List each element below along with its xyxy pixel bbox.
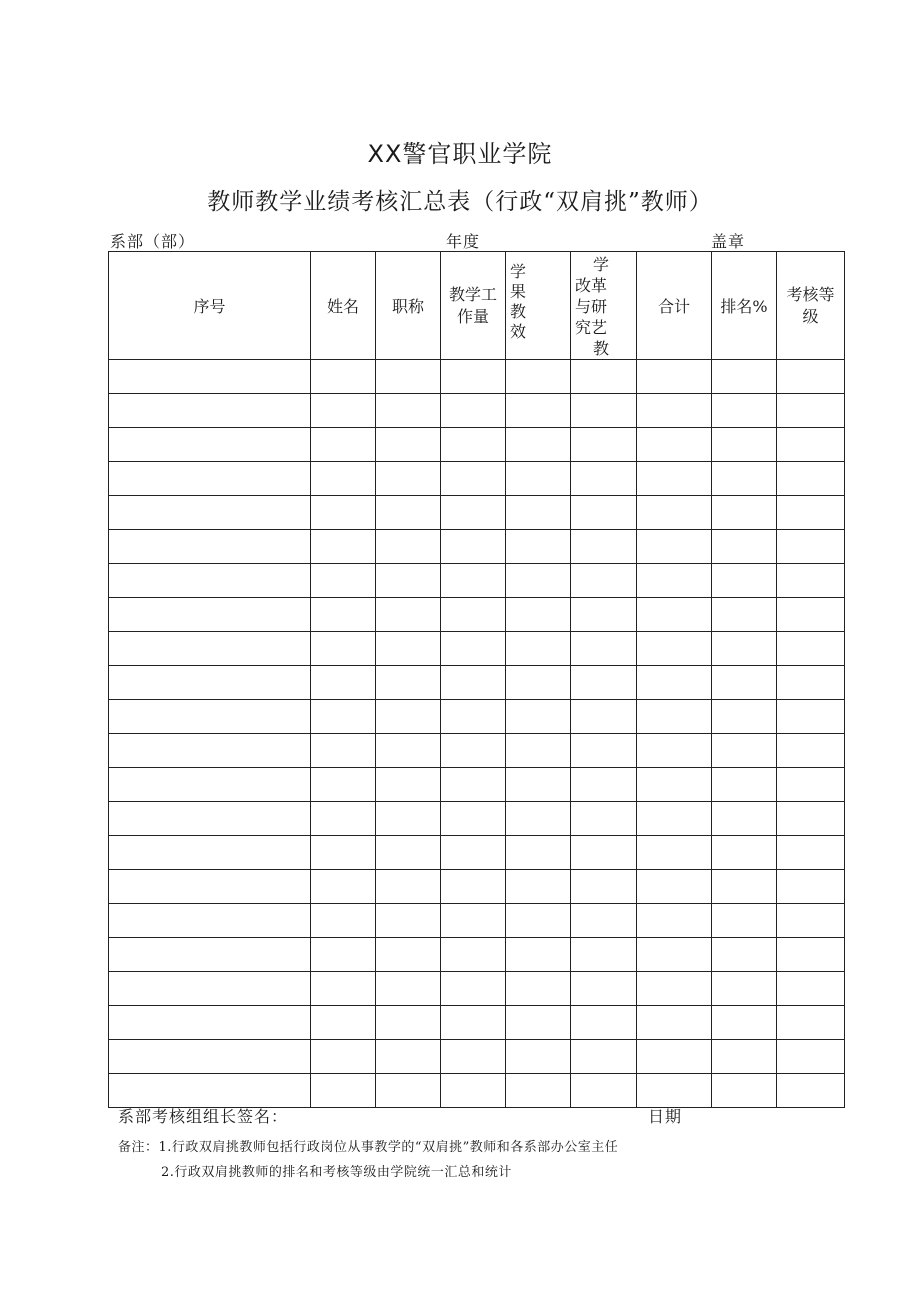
table-cell[interactable]: [311, 360, 376, 394]
table-cell[interactable]: [441, 768, 506, 802]
table-cell[interactable]: [109, 870, 311, 904]
table-cell[interactable]: [777, 666, 845, 700]
table-row: [109, 768, 845, 802]
table-row: [109, 462, 845, 496]
table-cell[interactable]: [712, 632, 777, 666]
table-cell[interactable]: [571, 904, 637, 938]
table-row: [109, 564, 845, 598]
table-cell[interactable]: [311, 1040, 376, 1074]
col-grade: [777, 252, 845, 360]
table-cell[interactable]: [637, 360, 712, 394]
table-cell[interactable]: [571, 836, 637, 870]
table-cell[interactable]: [506, 700, 571, 734]
form-title: 教师教学业绩考核汇总表（行政“双肩挑”教师）: [207, 189, 713, 215]
table-cell[interactable]: [777, 938, 845, 972]
table-cell[interactable]: [376, 938, 441, 972]
table-cell[interactable]: [571, 972, 637, 1006]
table-cell[interactable]: [109, 530, 311, 564]
table-cell[interactable]: [506, 530, 571, 564]
table-cell[interactable]: [637, 904, 712, 938]
header-row: [109, 252, 845, 360]
table-cell[interactable]: [441, 734, 506, 768]
table-cell[interactable]: [571, 394, 637, 428]
table-cell[interactable]: [777, 394, 845, 428]
table-cell[interactable]: [777, 734, 845, 768]
table-cell[interactable]: [376, 734, 441, 768]
table-cell[interactable]: [376, 1006, 441, 1040]
table-cell[interactable]: [376, 360, 441, 394]
table-cell[interactable]: [376, 1074, 441, 1108]
table-cell[interactable]: [571, 598, 637, 632]
table-row: [109, 1006, 845, 1040]
col-rank: 排名%: [712, 252, 777, 360]
table-cell[interactable]: [506, 870, 571, 904]
table-cell[interactable]: [571, 564, 637, 598]
table-cell[interactable]: [712, 734, 777, 768]
table-cell[interactable]: [109, 938, 311, 972]
table-cell[interactable]: [506, 496, 571, 530]
table-cell[interactable]: [109, 1074, 311, 1108]
table-body: [109, 360, 845, 1108]
table-cell[interactable]: [712, 462, 777, 496]
table-cell[interactable]: [311, 496, 376, 530]
table-cell[interactable]: [777, 904, 845, 938]
table-cell[interactable]: [506, 1006, 571, 1040]
table-row: [109, 1074, 845, 1108]
table-cell[interactable]: [376, 632, 441, 666]
table-cell[interactable]: [441, 394, 506, 428]
table-cell[interactable]: [571, 734, 637, 768]
table-cell[interactable]: [109, 836, 311, 870]
table-row: [109, 394, 845, 428]
table-cell[interactable]: [109, 632, 311, 666]
table-cell[interactable]: [376, 802, 441, 836]
table-cell[interactable]: [506, 836, 571, 870]
date-label: 日期: [648, 1107, 683, 1126]
table-cell[interactable]: [441, 666, 506, 700]
table-row: [109, 802, 845, 836]
summary-table: [108, 251, 845, 1108]
table-cell[interactable]: [571, 870, 637, 904]
table-cell[interactable]: [109, 598, 311, 632]
table-cell[interactable]: [109, 462, 311, 496]
note-2: 2.行政双肩挑教师的排名和考核等级由学院统一汇总和统计: [161, 1165, 512, 1180]
table-cell[interactable]: [571, 360, 637, 394]
department-label: 系部（部）: [110, 232, 196, 251]
table-cell[interactable]: [441, 360, 506, 394]
table-cell[interactable]: [637, 700, 712, 734]
table-cell[interactable]: [441, 802, 506, 836]
table-cell[interactable]: [506, 904, 571, 938]
signature-label: 系部考核组组长签名：: [118, 1107, 289, 1126]
table-cell[interactable]: [376, 870, 441, 904]
table-cell[interactable]: [712, 1074, 777, 1108]
table-cell[interactable]: [441, 836, 506, 870]
table-cell[interactable]: [637, 462, 712, 496]
table-cell[interactable]: [506, 598, 571, 632]
table-cell[interactable]: [506, 938, 571, 972]
col-effect-line2: 果: [510, 282, 527, 301]
table-cell[interactable]: [311, 802, 376, 836]
table-cell[interactable]: [376, 598, 441, 632]
table-row: [109, 666, 845, 700]
table-cell[interactable]: [571, 1074, 637, 1108]
table-cell[interactable]: [506, 394, 571, 428]
table-cell[interactable]: [637, 632, 712, 666]
year-label: 年度: [446, 232, 481, 251]
table-cell[interactable]: [311, 530, 376, 564]
table-cell[interactable]: [571, 428, 637, 462]
table-cell[interactable]: [712, 496, 777, 530]
table-cell[interactable]: [712, 598, 777, 632]
table-cell[interactable]: [712, 802, 777, 836]
table-cell[interactable]: [376, 700, 441, 734]
table-row: [109, 530, 845, 564]
table-cell[interactable]: [712, 360, 777, 394]
table-cell[interactable]: [637, 802, 712, 836]
table-cell[interactable]: [571, 802, 637, 836]
table-cell[interactable]: [571, 496, 637, 530]
table-cell[interactable]: [777, 564, 845, 598]
col-total: 合计: [637, 252, 712, 360]
table-cell[interactable]: [712, 904, 777, 938]
table-cell[interactable]: [777, 870, 845, 904]
table-cell[interactable]: [777, 530, 845, 564]
table-cell[interactable]: [109, 666, 311, 700]
table-cell[interactable]: [311, 1074, 376, 1108]
table-cell[interactable]: [777, 632, 845, 666]
table-cell[interactable]: [712, 564, 777, 598]
table-cell[interactable]: [506, 734, 571, 768]
table-cell[interactable]: [506, 360, 571, 394]
table-cell[interactable]: [637, 530, 712, 564]
table-row: [109, 836, 845, 870]
table-cell[interactable]: [777, 700, 845, 734]
table-cell[interactable]: [441, 1040, 506, 1074]
table-cell[interactable]: [311, 768, 376, 802]
table-row: [109, 734, 845, 768]
table-cell[interactable]: [441, 530, 506, 564]
col-effect: [506, 252, 571, 360]
seal-label: 盖章: [711, 232, 746, 251]
table-cell[interactable]: [311, 632, 376, 666]
table-cell[interactable]: [506, 1074, 571, 1108]
table-cell[interactable]: [637, 734, 712, 768]
table-cell[interactable]: [376, 836, 441, 870]
table-cell[interactable]: [376, 666, 441, 700]
col-reform-line3: 与研: [575, 297, 608, 316]
table-cell[interactable]: [311, 462, 376, 496]
table-cell[interactable]: [109, 394, 311, 428]
col-grade-line1: 考核等: [786, 284, 835, 304]
table-cell[interactable]: [311, 700, 376, 734]
table-cell[interactable]: [506, 802, 571, 836]
table-cell[interactable]: [777, 1040, 845, 1074]
table-cell[interactable]: [637, 836, 712, 870]
table-cell[interactable]: [376, 972, 441, 1006]
table-cell[interactable]: [777, 1006, 845, 1040]
table-cell[interactable]: [441, 904, 506, 938]
table-cell[interactable]: [109, 734, 311, 768]
table-cell[interactable]: [777, 462, 845, 496]
table-cell[interactable]: [311, 870, 376, 904]
table-cell[interactable]: [441, 1074, 506, 1108]
table-cell[interactable]: [712, 530, 777, 564]
table-cell[interactable]: [777, 768, 845, 802]
table-cell[interactable]: [311, 734, 376, 768]
table-row: [109, 598, 845, 632]
table-cell[interactable]: [311, 598, 376, 632]
table-cell[interactable]: [311, 666, 376, 700]
table-cell[interactable]: [109, 1006, 311, 1040]
table-cell[interactable]: [637, 666, 712, 700]
table-cell[interactable]: [311, 904, 376, 938]
table-cell[interactable]: [441, 462, 506, 496]
col-reform-line2: 改革: [575, 276, 608, 295]
table-cell[interactable]: [637, 1074, 712, 1108]
table-cell[interactable]: [637, 598, 712, 632]
table-cell[interactable]: [376, 428, 441, 462]
table-cell[interactable]: [777, 972, 845, 1006]
table-cell[interactable]: [109, 802, 311, 836]
table-cell[interactable]: [441, 700, 506, 734]
table-row: [109, 972, 845, 1006]
table-cell[interactable]: [712, 1040, 777, 1074]
table-cell[interactable]: [376, 1040, 441, 1074]
table-cell[interactable]: [777, 598, 845, 632]
table-cell[interactable]: [311, 1006, 376, 1040]
table-cell[interactable]: [637, 1040, 712, 1074]
table-cell[interactable]: [571, 1006, 637, 1040]
table-cell[interactable]: [571, 462, 637, 496]
col-effect-line4: 效: [510, 322, 527, 341]
table-cell[interactable]: [109, 700, 311, 734]
table-cell[interactable]: [571, 632, 637, 666]
col-effect-line1: 学: [510, 262, 527, 281]
col-serial: 序号: [109, 252, 311, 360]
table-cell[interactable]: [506, 1040, 571, 1074]
table-cell[interactable]: [637, 564, 712, 598]
col-name: 姓名: [311, 252, 376, 360]
col-reform: [571, 252, 637, 360]
table-cell[interactable]: [712, 768, 777, 802]
table-cell[interactable]: [441, 564, 506, 598]
table-cell[interactable]: [109, 360, 311, 394]
table-cell[interactable]: [109, 972, 311, 1006]
col-workload-line2: 作量: [456, 306, 489, 326]
table-row: [109, 632, 845, 666]
col-reform-line4: 究艺: [575, 318, 608, 337]
table-cell[interactable]: [712, 972, 777, 1006]
col-title: 职称: [376, 252, 441, 360]
table-cell[interactable]: [441, 972, 506, 1006]
table-cell[interactable]: [571, 530, 637, 564]
table-row: [109, 1040, 845, 1074]
table-cell[interactable]: [637, 428, 712, 462]
table-row: [109, 428, 845, 462]
table-cell[interactable]: [109, 564, 311, 598]
table-cell[interactable]: [441, 632, 506, 666]
table-cell[interactable]: [109, 428, 311, 462]
table-cell[interactable]: [777, 836, 845, 870]
col-reform-line5: 教: [593, 339, 610, 358]
table-cell[interactable]: [777, 360, 845, 394]
table-cell[interactable]: [637, 870, 712, 904]
table-cell[interactable]: [637, 496, 712, 530]
table-cell[interactable]: [441, 428, 506, 462]
table-cell[interactable]: [311, 564, 376, 598]
table-cell[interactable]: [777, 428, 845, 462]
table-cell[interactable]: [311, 394, 376, 428]
table-cell[interactable]: [441, 870, 506, 904]
table-row: [109, 700, 845, 734]
table-cell[interactable]: [571, 768, 637, 802]
col-reform-line1: 学: [593, 255, 610, 274]
table-cell[interactable]: [376, 394, 441, 428]
col-effect-line3: 教: [510, 302, 527, 321]
table-cell[interactable]: [109, 1040, 311, 1074]
table-cell[interactable]: [506, 768, 571, 802]
table-cell[interactable]: [311, 972, 376, 1006]
table-cell[interactable]: [712, 836, 777, 870]
table-cell[interactable]: [376, 496, 441, 530]
table-cell[interactable]: [712, 700, 777, 734]
col-grade-line2: 级: [802, 306, 819, 326]
table-cell[interactable]: [441, 938, 506, 972]
school-name: XX警官职业学院: [367, 140, 553, 168]
table-row: [109, 870, 845, 904]
table-cell[interactable]: [376, 768, 441, 802]
note-prefix: 备注：: [118, 1140, 159, 1155]
table-cell[interactable]: [109, 768, 311, 802]
table-cell[interactable]: [712, 394, 777, 428]
table-cell[interactable]: [109, 496, 311, 530]
table-cell[interactable]: [777, 802, 845, 836]
table-cell[interactable]: [777, 1074, 845, 1108]
table-cell[interactable]: [571, 666, 637, 700]
table-cell[interactable]: [506, 462, 571, 496]
table-cell[interactable]: [311, 938, 376, 972]
col-workload-line1: 教学工: [448, 284, 497, 304]
table-cell[interactable]: [441, 598, 506, 632]
table-cell[interactable]: [311, 836, 376, 870]
table-cell[interactable]: [777, 496, 845, 530]
table-cell[interactable]: [506, 564, 571, 598]
table-cell[interactable]: [712, 428, 777, 462]
table-cell[interactable]: [637, 1006, 712, 1040]
table-cell[interactable]: [637, 768, 712, 802]
table-cell[interactable]: [376, 904, 441, 938]
table-row: [109, 938, 845, 972]
table-cell[interactable]: [376, 462, 441, 496]
table-cell[interactable]: [376, 564, 441, 598]
table-cell[interactable]: [712, 870, 777, 904]
table-cell[interactable]: [712, 938, 777, 972]
table-cell[interactable]: [571, 700, 637, 734]
table-cell[interactable]: [571, 1040, 637, 1074]
table-cell[interactable]: [376, 530, 441, 564]
table-cell[interactable]: [311, 428, 376, 462]
table-row: [109, 904, 845, 938]
table-cell[interactable]: [506, 428, 571, 462]
table-cell[interactable]: [637, 938, 712, 972]
table-cell[interactable]: [506, 632, 571, 666]
table-cell[interactable]: [637, 394, 712, 428]
table-cell[interactable]: [441, 1006, 506, 1040]
table-cell[interactable]: [712, 666, 777, 700]
table-cell[interactable]: [441, 496, 506, 530]
col-workload: [441, 252, 506, 360]
table-cell[interactable]: [712, 1006, 777, 1040]
table-cell[interactable]: [109, 904, 311, 938]
note-line-1: [118, 1136, 618, 1155]
table-cell[interactable]: [506, 972, 571, 1006]
table-row: [109, 360, 845, 394]
table-row: [109, 496, 845, 530]
table-cell[interactable]: [637, 972, 712, 1006]
note-1: 1.行政双肩挑教师包括行政岗位从事教学的“双肩挑”教师和各系部办公室主任: [158, 1140, 619, 1155]
table-cell[interactable]: [571, 938, 637, 972]
table-cell[interactable]: [506, 666, 571, 700]
